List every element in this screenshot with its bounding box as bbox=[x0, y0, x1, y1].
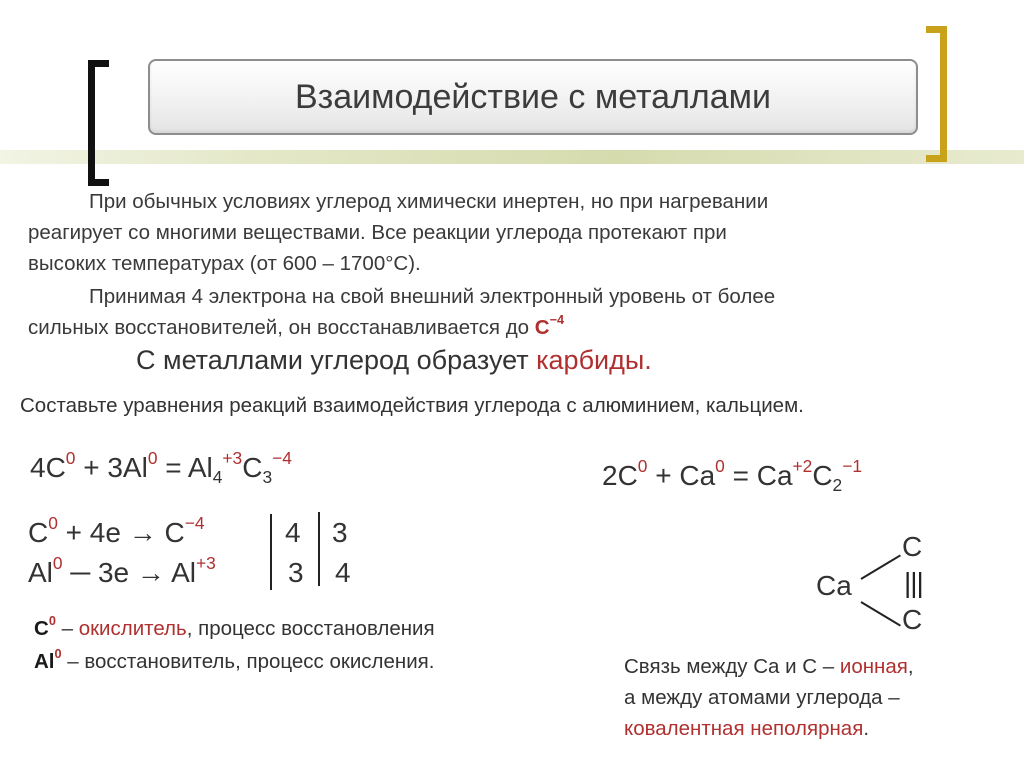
bond-note-line-3 bbox=[624, 713, 914, 744]
reducer-line bbox=[34, 646, 435, 674]
balance-ox: 0 bbox=[52, 552, 63, 573]
bond-note-text: Связь между Ca и С – bbox=[624, 655, 840, 678]
structure-calcium: Ca bbox=[816, 570, 852, 601]
carbon-ion bbox=[534, 312, 565, 339]
eq-ca-term: = Ca bbox=[724, 460, 793, 491]
oxidizer-rest: , процесс восстановления bbox=[186, 617, 435, 640]
structure-triple-bond: ||| bbox=[904, 567, 923, 598]
eq-ca-index: 2 bbox=[832, 475, 843, 496]
intro-line-5 bbox=[28, 312, 564, 345]
left-bracket-decoration bbox=[88, 60, 109, 186]
bond-note-line-2: а между атомами углерода – bbox=[624, 686, 900, 709]
eq-al-ox: +3 bbox=[222, 447, 243, 468]
intro-line-3: высоких температурах (от 600 – 1700°С). bbox=[28, 252, 421, 275]
bond-note-line-1 bbox=[624, 651, 914, 682]
reducer-ox: 0 bbox=[54, 646, 62, 662]
balance-divider-1 bbox=[270, 514, 272, 590]
balance-half-reaction: ─ 3e → Al bbox=[62, 557, 197, 588]
eq-al-index: 4 bbox=[212, 467, 223, 488]
reducer-atom: Al bbox=[34, 650, 55, 673]
structure-carbon-top: C bbox=[902, 531, 923, 562]
structure-bond-upper bbox=[860, 554, 900, 579]
eq-al-ox: 0 bbox=[147, 447, 158, 468]
eq-ca-ox: −1 bbox=[842, 455, 862, 476]
balance-row-1 bbox=[28, 512, 205, 549]
balance-ox: +3 bbox=[196, 552, 216, 573]
balance-electrons-2: 3 bbox=[288, 557, 304, 588]
equation-aluminium bbox=[30, 447, 292, 488]
structure-carbon-bottom: C bbox=[902, 604, 923, 635]
eq-ca-term: C bbox=[812, 460, 833, 491]
structure-bond-lower bbox=[860, 601, 900, 626]
intro-line-4: Принимая 4 электрона на свой внешний электронный уровень от более bbox=[89, 285, 776, 308]
carbides-statement bbox=[136, 345, 652, 376]
carbon-ion-charge: −4 bbox=[549, 312, 565, 328]
eq-al-term: 4С bbox=[30, 452, 66, 483]
eq-ca-ox: 0 bbox=[715, 455, 725, 476]
eq-al-term: = Al bbox=[157, 452, 213, 483]
balance-row-2 bbox=[28, 552, 216, 589]
intro-line-2: реагирует со многими веществами. Все реакции углерода протекают при bbox=[28, 221, 727, 244]
balance-coefficient-1: 3 bbox=[332, 517, 348, 548]
balance-divider-2 bbox=[318, 512, 320, 586]
oxidizer-line bbox=[34, 613, 435, 641]
bond-note bbox=[624, 651, 914, 744]
bond-note-punct: . bbox=[863, 717, 870, 740]
balance-atom: C bbox=[28, 517, 49, 548]
carbon-ion-symbol: С bbox=[534, 316, 550, 339]
balance-half-reaction: + 4e → C bbox=[57, 517, 185, 548]
right-bracket-decoration bbox=[926, 26, 947, 162]
oxidizer-ox: 0 bbox=[48, 613, 56, 629]
intro-line-5-text: сильных восстановителей, он восстанавливается до bbox=[28, 316, 535, 339]
eq-al-ox: −4 bbox=[272, 447, 292, 468]
carbides-text: С металлами углерод образует bbox=[136, 345, 537, 375]
balance-coefficient-2: 4 bbox=[335, 557, 351, 588]
eq-al-ox: 0 bbox=[65, 447, 76, 468]
bond-note-punct: , bbox=[907, 655, 914, 678]
task-statement: Составьте уравнения реакций взаимодействия углерода с алюминием, кальцием. bbox=[20, 394, 804, 417]
balance-ox: −4 bbox=[184, 512, 205, 533]
carbides-highlight: карбиды. bbox=[536, 345, 652, 375]
eq-ca-ox: +2 bbox=[792, 455, 813, 476]
eq-ca-ox: 0 bbox=[637, 455, 648, 476]
eq-ca-term: + Ca bbox=[647, 460, 716, 491]
eq-ca-term: 2C bbox=[602, 460, 638, 491]
oxidizer-dash: – bbox=[55, 617, 79, 640]
decorative-band bbox=[0, 150, 1024, 164]
balance-atom: Al bbox=[28, 557, 53, 588]
oxidizer-atom: С bbox=[34, 617, 49, 640]
equation-calcium bbox=[602, 455, 862, 496]
eq-al-index: 3 bbox=[262, 467, 273, 488]
reducer-rest: – восстановитель, процесс окисления. bbox=[61, 650, 435, 673]
intro-line-1: При обычных условиях углерод химически инертен, но при нагревании bbox=[89, 190, 769, 213]
oxidizer-word: окислитель bbox=[78, 617, 187, 640]
bond-ionic: ионная bbox=[839, 655, 908, 678]
balance-ox: 0 bbox=[48, 512, 58, 533]
eq-al-term: + 3Al bbox=[75, 452, 148, 483]
slide-title: Взаимодействие с металлами bbox=[294, 78, 772, 116]
eq-al-term: C bbox=[242, 452, 263, 483]
balance-electrons-1: 4 bbox=[285, 517, 301, 548]
bond-covalent: ковалентная неполярная bbox=[624, 717, 864, 740]
